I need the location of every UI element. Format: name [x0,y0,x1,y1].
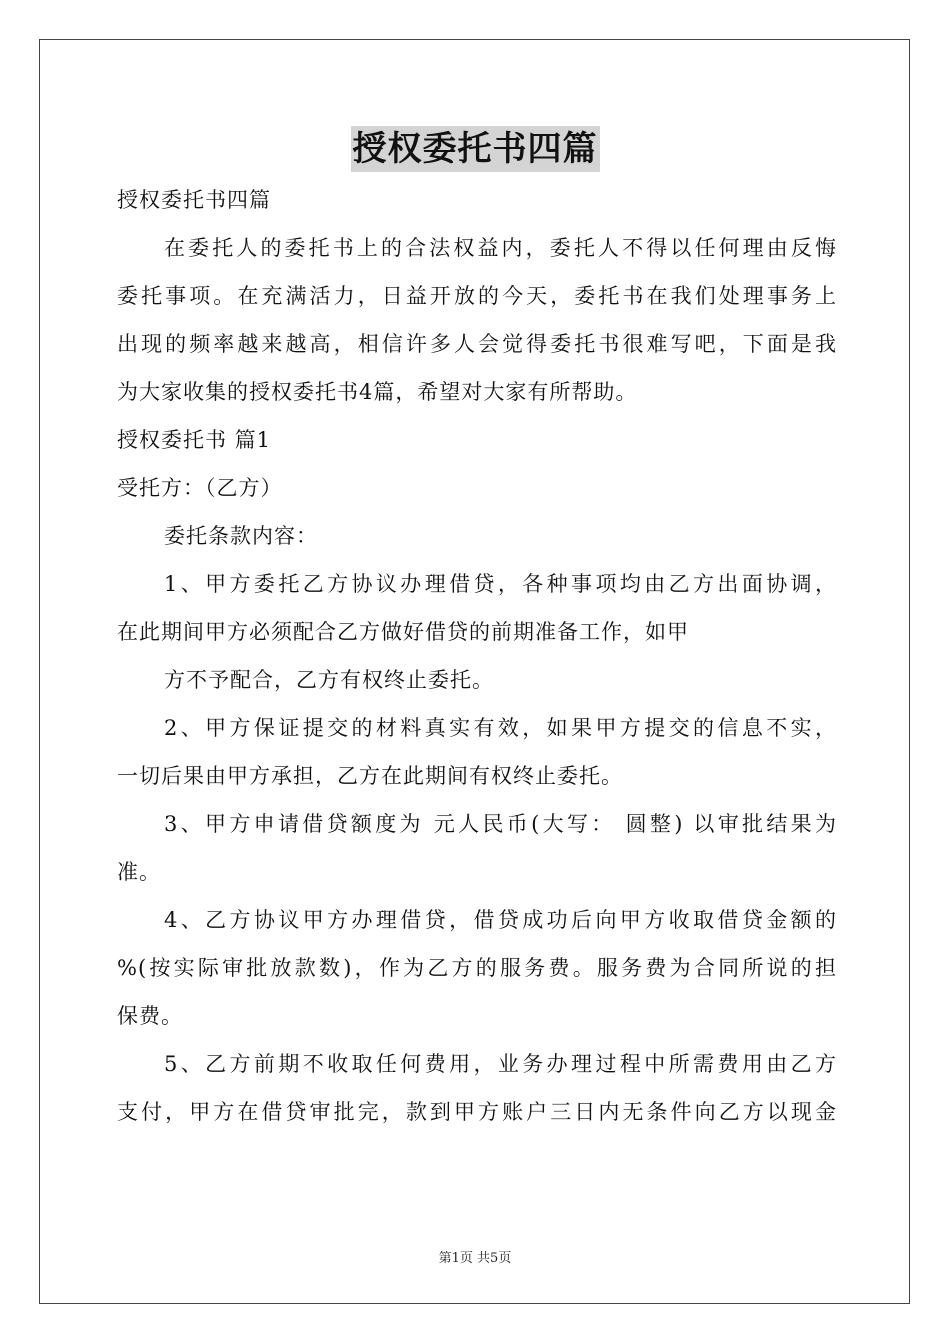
subtitle-line: 授权委托书四篇 [117,188,271,212]
paragraph-line: 出现的频率越来越高，相信许多人会觉得委托书很难写吧，下面是我 [117,332,837,356]
clause-line: 2、甲方保证提交的材料真实有效，如果甲方提交的信息不实， [164,716,837,740]
clause-line: 5、乙方前期不收取任何费用，业务办理过程中所需费用由乙方 [164,1052,837,1076]
paragraph-line: 为大家收集的授权委托书4篇，希望对大家有所帮助。 [117,380,638,404]
clause-line: 3、甲方申请借贷额度为 元人民币(大写： 圆整) 以审批结果为 [164,812,837,836]
document-title: 授权委托书四篇 [351,126,600,172]
clause-line: %(按实际审批放款数)，作为乙方的服务费。服务费为合同所说的担 [117,956,837,980]
clause-line: 准。 [117,860,161,884]
document-body [117,176,837,1136]
clause-line: 一切后果由甲方承担，乙方在此期间有权终止委托。 [117,764,623,788]
clause-line: 在此期间甲方必须配合乙方做好借贷的前期准备工作，如甲 [117,620,689,644]
paragraph-line: 在委托人的委托书上的合法权益内，委托人不得以任何理由反悔 [164,236,837,260]
trustee-line: 受托方：（乙方） [117,476,283,500]
section-heading: 授权委托书 篇1 [117,428,272,452]
clause-line: 1、甲方委托乙方协议办理借贷，各种事项均由乙方出面协调， [164,572,837,596]
page-number: 第1页 共5页 [438,1251,512,1266]
clause-line: 支付，甲方在借贷审批完，款到甲方账户三日内无条件向乙方以现金 [117,1100,837,1124]
clause-heading: 委托条款内容： [164,524,318,548]
clause-line: 保费。 [117,1004,183,1028]
clause-line: 方不予配合，乙方有权终止委托。 [164,668,494,692]
title-container [0,126,950,172]
clause-line: 4、乙方协议甲方办理借贷，借贷成功后向甲方收取借贷金额的 [164,908,837,932]
paragraph-line: 委托事项。在充满活力，日益开放的今天，委托书在我们处理事务上 [117,284,837,308]
